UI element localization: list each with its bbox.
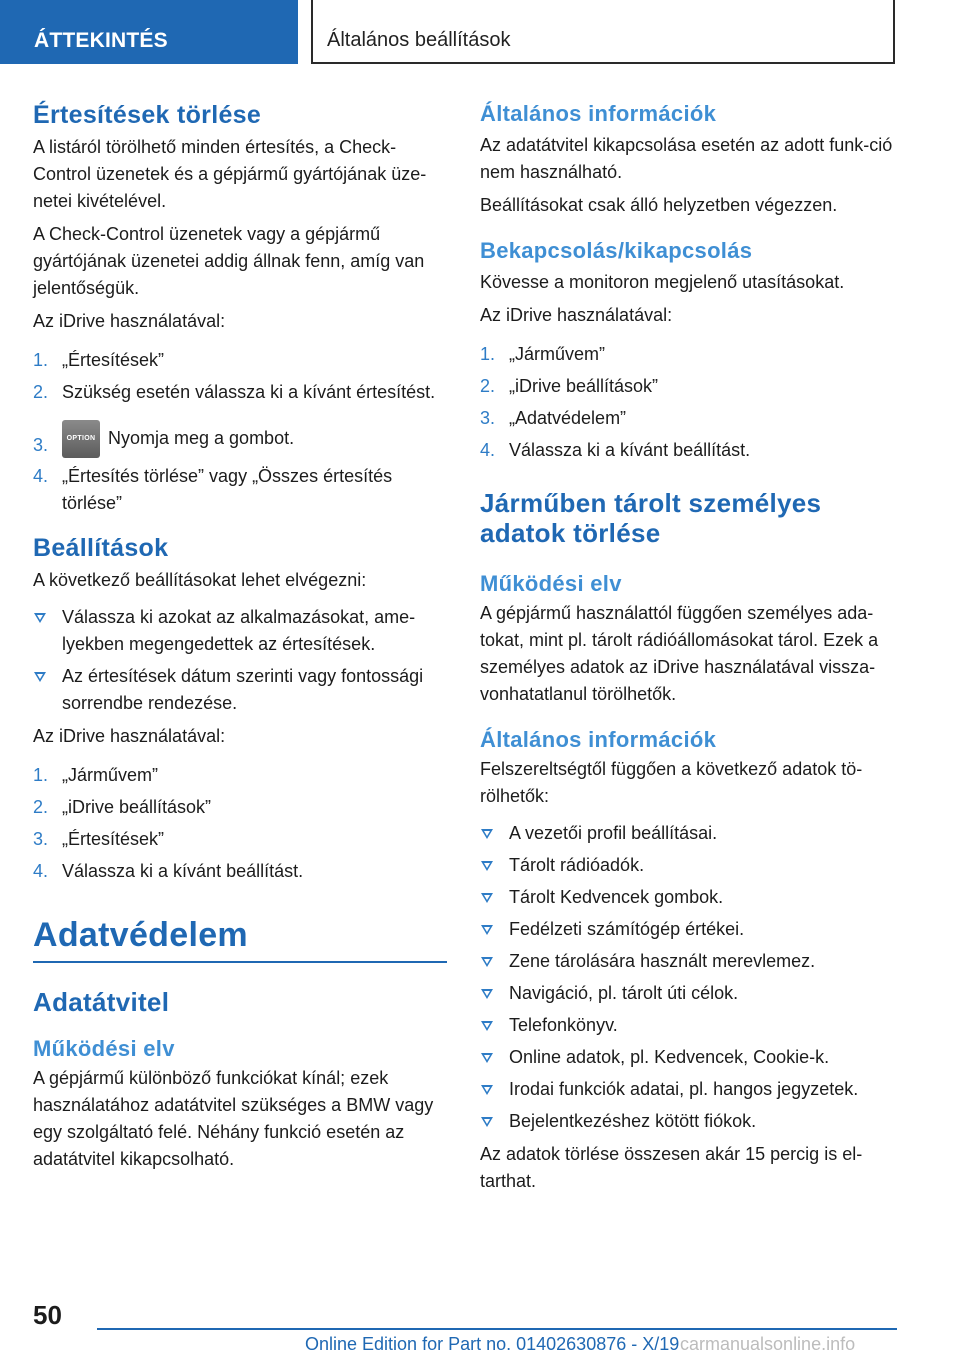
bullet-list bbox=[480, 820, 896, 1135]
bullet-triangle-icon bbox=[481, 1053, 493, 1063]
list-item: Válassza ki azokat az alkalmazásokat, ame-lyekben megengedettek az értesítések. bbox=[33, 604, 447, 658]
list-item: Az értesítések dátum szerinti vagy fontossági sorrendbe rendezése. bbox=[33, 663, 447, 717]
bullet-triangle-icon bbox=[481, 1085, 493, 1095]
paragraph: Az adatátvitel kikapcsolása esetén az adott funk-ció nem használható. bbox=[480, 135, 893, 182]
bullet-triangle-icon bbox=[481, 1021, 493, 1031]
bullet-triangle-icon bbox=[481, 925, 493, 935]
heading-data-transfer: Adatátvitel bbox=[33, 987, 170, 1018]
watermark: carmanualsonline.info bbox=[680, 1334, 856, 1354]
section-tab: ÁTTEKINTÉS bbox=[0, 0, 298, 64]
list-item: 1. „Járművem” bbox=[480, 344, 606, 364]
list-item: 3. „Értesítések” bbox=[33, 829, 165, 850]
heading-personal-data-delete: Járműben tárolt személyes adatok törlése bbox=[480, 488, 822, 548]
list-item: Bejelentkezéshez kötött fiókok. bbox=[480, 1108, 896, 1135]
paragraph: Az iDrive használatával: bbox=[33, 311, 226, 331]
bullet-triangle-icon bbox=[34, 613, 46, 623]
paragraph: A gépjármű használattól függően személyes ada-tokat, mint pl. tárolt rádióállomásokat tárol. Ezek a személyes adatok az iDrive használatával vissza-vonhatatlanul törölhetők. bbox=[480, 603, 879, 704]
list-item: 4. Válassza ki a kívánt beállítást. bbox=[480, 440, 751, 460]
subheading-on-off: Bekapcsolás/kikapcsolás bbox=[480, 238, 753, 263]
list-item: 4. Válassza ki a kívánt beállítást. bbox=[33, 861, 304, 882]
paragraph: Az iDrive használatával: bbox=[33, 726, 226, 747]
right-column bbox=[480, 100, 896, 1201]
list-item: Irodai funkciók adatai, pl. hangos jegyzetek. bbox=[480, 1076, 896, 1103]
bullet-triangle-icon bbox=[481, 829, 493, 839]
bullet-triangle-icon bbox=[481, 1117, 493, 1127]
list-item: Navigáció, pl. tárolt úti célok. bbox=[480, 980, 896, 1007]
heading-settings: Beállítások bbox=[33, 534, 169, 563]
bullet-triangle-icon bbox=[481, 989, 493, 999]
list-item: 3. OPTION Nyomja meg a gombot. bbox=[33, 418, 447, 458]
paragraph: A Check-Control üzenetek vagy a gépjármű gyártójának üzenetei addig állnak fenn, amíg van jelentőségük. bbox=[33, 224, 425, 298]
bullet-triangle-icon bbox=[481, 861, 493, 871]
heading-privacy: Adatvédelem bbox=[33, 915, 447, 963]
list-item: 3. „Adatvédelem” bbox=[480, 408, 627, 428]
paragraph: A következő beállításokat lehet elvégezni: bbox=[33, 570, 367, 591]
option-button-icon: OPTION bbox=[62, 420, 100, 458]
list-item: Telefonkönyv. bbox=[480, 1012, 896, 1039]
list-item: 1. „Értesítések” bbox=[33, 350, 165, 370]
left-column bbox=[33, 100, 447, 1179]
list-item: 2. „iDrive beállítások” bbox=[480, 376, 659, 396]
footer-divider bbox=[97, 1328, 897, 1330]
bullet-triangle-icon bbox=[481, 893, 493, 903]
list-item: Tárolt Kedvencek gombok. bbox=[480, 884, 896, 911]
chapter-tab: Általános beállítások bbox=[311, 0, 895, 64]
list-item: 2. „iDrive beállítások” bbox=[33, 797, 212, 818]
bullet-triangle-icon bbox=[34, 672, 46, 682]
list-item: 4. „Értesítés törlése” vagy „Összes értesítés törlése” bbox=[33, 466, 393, 514]
steps-list bbox=[33, 762, 447, 885]
list-item: A vezetői profil beállításai. bbox=[480, 820, 896, 847]
list-item: Tárolt rádióadók. bbox=[480, 852, 896, 879]
paragraph: Kövesse a monitoron megjelenő utasításokat. bbox=[480, 272, 845, 292]
paragraph: Az adatok törlése összesen akár 15 percig is el-tarthat. bbox=[480, 1144, 863, 1191]
list-item: 1. „Járművem” bbox=[33, 765, 159, 786]
list-item: Online adatok, pl. Kedvencek, Cookie-k. bbox=[480, 1044, 896, 1071]
steps-list bbox=[33, 347, 447, 517]
bullet-triangle-icon bbox=[481, 957, 493, 967]
subheading-operating-principle: Működési elv bbox=[480, 571, 622, 596]
subheading-general-info: Általános információk bbox=[480, 727, 717, 752]
list-item: Fedélzeti számítógép értékei. bbox=[480, 916, 896, 943]
paragraph: Az iDrive használatával: bbox=[480, 305, 673, 325]
list-item: 2. Szükség esetén válassza ki a kívánt értesítést. bbox=[33, 382, 436, 402]
paragraph: Beállításokat csak álló helyzetben végezzen. bbox=[480, 195, 838, 215]
steps-list bbox=[480, 341, 896, 464]
paragraph: A gépjármű különböző funkciókat kínál; ezek használatához adatátvitel szükséges a BMW vagy egy szolgáltató felé. Néhány funkció esetén az adatátvitel kikapcsolható. bbox=[33, 1068, 434, 1170]
subheading-general-info: Általános információk bbox=[480, 101, 717, 126]
footer-edition: Online Edition for Part no. 01402630876 - X/19 bbox=[305, 1334, 680, 1354]
paragraph: A listáról törölhető minden értesítés, a Check-Control üzenetek és a gépjármű gyártójának üze-netei kivételével. bbox=[33, 137, 427, 211]
heading-notifications-delete: Értesítések törlése bbox=[33, 101, 262, 129]
page-number: 50 bbox=[33, 1300, 62, 1330]
subheading-operating-principle: Működési elv bbox=[33, 1036, 175, 1062]
list-item: Zene tárolására használt merevlemez. bbox=[480, 948, 896, 975]
bullet-list bbox=[33, 604, 447, 717]
paragraph: Felszereltségtől függően a következő adatok tö-rölhetők: bbox=[480, 759, 863, 806]
